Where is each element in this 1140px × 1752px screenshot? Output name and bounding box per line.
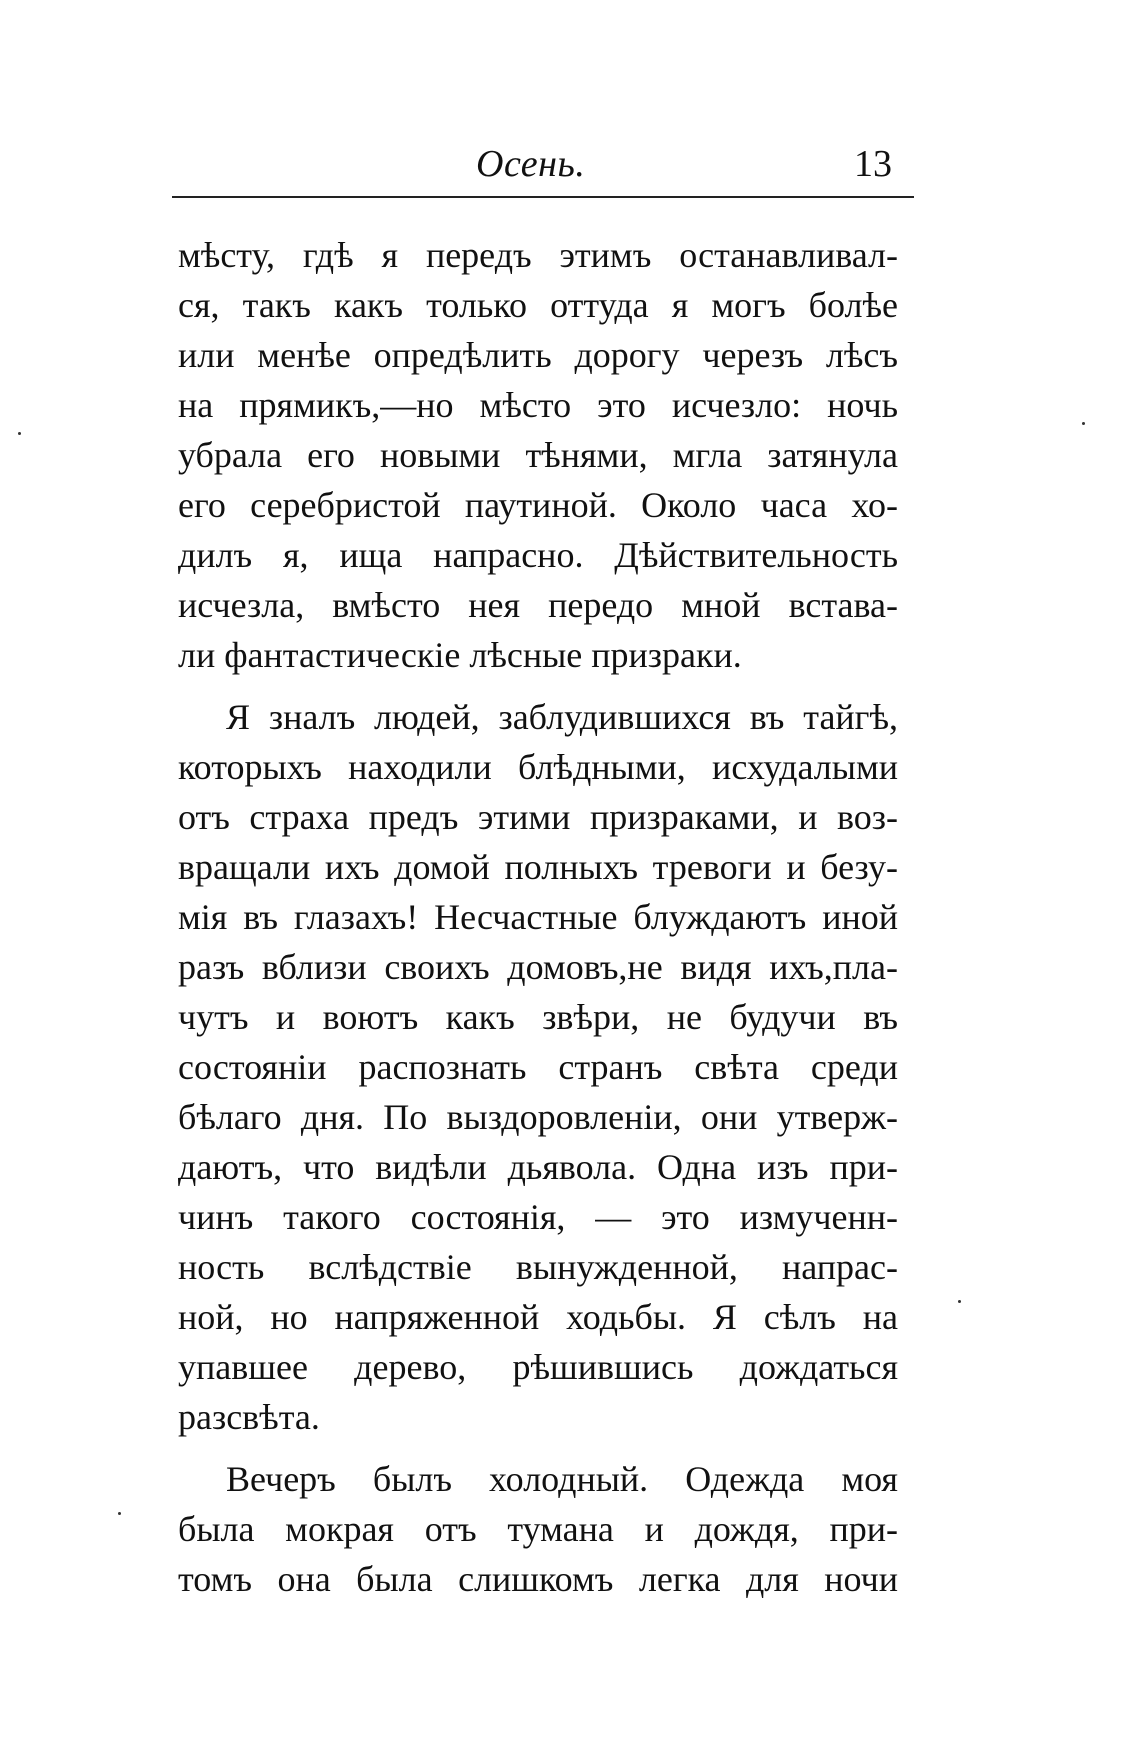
text-line: Вечеръ былъ холодный. Одежда моя [226, 1459, 898, 1499]
text-line: или менѣе опредѣлить дорогу черезъ лѣсъ [178, 335, 898, 375]
text-line: ной, но напряженной ходьбы. Я сѣлъ на [178, 1297, 898, 1337]
text-line: убрала его новыми тѣнями, мгла затянула [178, 435, 898, 475]
text-line: бѣлаго дня. По выздоровленіи, они утверж- [178, 1097, 898, 1137]
body-text [178, 230, 898, 1604]
paragraph-2 [178, 692, 898, 1442]
paragraph-1 [178, 230, 898, 680]
text-line: даютъ, что видѣли дьявола. Одна изъ при- [178, 1147, 898, 1187]
page-number: 13 [854, 143, 892, 185]
scan-speck [118, 1512, 121, 1515]
running-head [170, 140, 900, 200]
text-line: Я зналъ людей, заблудившихся въ тайгѣ, [226, 697, 898, 737]
text-line: исчезла, вмѣсто нея передо мной встава- [178, 585, 898, 625]
text-line: чинъ такого состоянія, — это измученн- [178, 1197, 898, 1237]
text-line: упавшее дерево, рѣшившись дождаться [178, 1347, 898, 1387]
text-line: состояніи распознать странъ свѣта среди [178, 1047, 898, 1087]
scan-speck [958, 1300, 961, 1303]
text-line: которыхъ находили блѣдными, исхудалыми [178, 747, 898, 787]
text-line: ся, такъ какъ только оттуда я могъ болѣе [178, 285, 898, 325]
paragraph-3 [178, 1454, 898, 1604]
text-line: вращали ихъ домой полныхъ тревоги и безу- [178, 847, 898, 887]
scan-speck [1082, 422, 1085, 425]
header-rule [172, 196, 914, 198]
running-title: Осень. [476, 143, 586, 185]
text-line: мѣсту, гдѣ я передъ этимъ останавливал- [178, 235, 898, 275]
text-line: отъ страха предъ этими призраками, и воз- [178, 797, 898, 837]
text-line: томъ она была слишкомъ легка для ночи [178, 1559, 898, 1599]
text-line: ность вслѣдствіе вынужденной, напрас- [178, 1247, 898, 1287]
text-line: мія въ глазахъ! Несчастные блуждаютъ иной [178, 897, 898, 937]
text-line: дилъ я, ища напрасно. Дѣйствительность [178, 535, 898, 575]
text-line: разъ вблизи своихъ домовъ,не видя ихъ,пла- [178, 947, 898, 987]
text-line: была мокрая отъ тумана и дождя, при- [178, 1509, 898, 1549]
text-line: его серебристой паутиной. Около часа хо- [178, 485, 898, 525]
scan-speck [18, 432, 21, 435]
text-line: ли фантастическіе лѣсные призраки. [178, 635, 742, 675]
text-line: на прямикъ,—но мѣсто это исчезло: ночь [178, 385, 898, 425]
text-line: разсвѣта. [178, 1397, 320, 1437]
text-line: чутъ и воютъ какъ звѣри, не будучи въ [178, 997, 898, 1037]
